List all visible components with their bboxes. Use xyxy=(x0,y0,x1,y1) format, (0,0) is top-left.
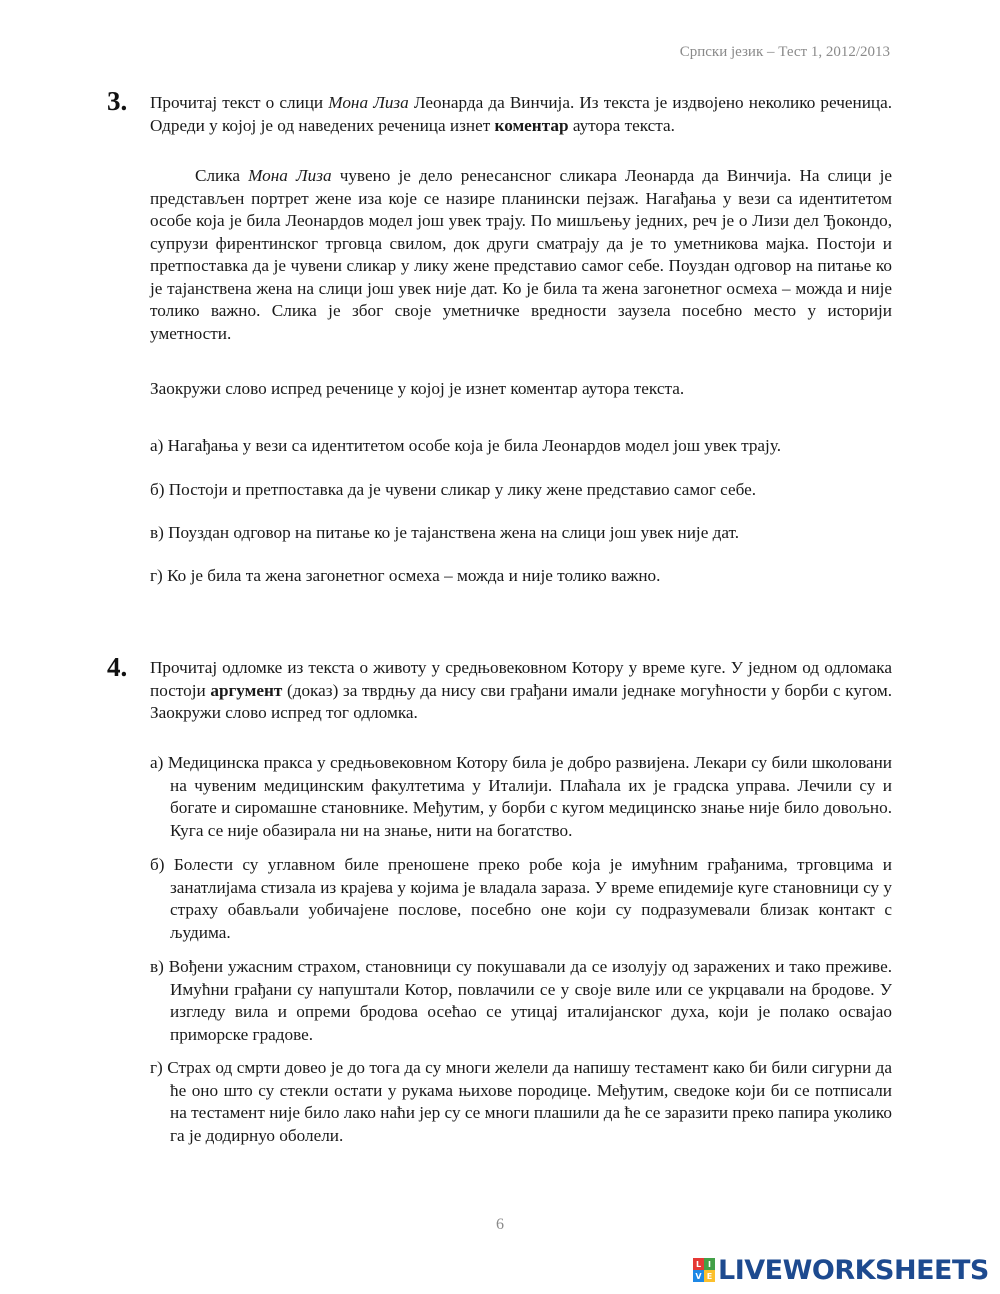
liveworksheets-logo[interactable] xyxy=(693,1254,989,1286)
liveworksheets-logo-text: LIVEWORKSHEETS xyxy=(718,1254,989,1286)
logo-icon-letter-v: V xyxy=(693,1270,704,1282)
q3-option-b[interactable]: б) Постоји и претпоставка да је чувени сликар у лику жене представио самог себе. xyxy=(150,480,757,499)
liveworksheets-logo-icon xyxy=(693,1258,715,1282)
question-4-instruction xyxy=(150,657,892,725)
q4-option-b[interactable]: б) Болести су углавном биле преношене преко робе која је имућним грађанима, трговцима и занатлијама стизала из крајева у којима је владала зараза. У време епидемије куге становници су у страху обављали уобичајене послове, посебно оне који су подразумевали близак контакт с људима. xyxy=(150,855,892,942)
page-number: 6 xyxy=(496,1216,504,1233)
q3-instruction-bold: коментар xyxy=(494,115,569,135)
q3-instruction-title: Мона Лиза xyxy=(328,93,409,112)
running-header: Српски језик – Тест 1, 2012/2013 xyxy=(679,44,890,60)
q4-option-a[interactable]: а) Медицинска пракса у средњовековном Котору била је добро развијена. Лекари су били школовани на чувеним медицинским факултетима у Италији. Плаћала их је градска управа. Лечили су и богате и сиромашне становнике. Међутим, у борби с кугом медицинско знање није било довољно. Куга се није обазирала ни на знање, нити на богатство. xyxy=(150,753,892,840)
question-3-passage xyxy=(150,165,892,345)
q4-instruction-bold: аргумент xyxy=(210,680,283,700)
q4-option-v[interactable]: в) Вођени ужасним страхом, становници су покушавали да се изолују од заражених и тако преживе. Имућни грађани су напуштали Котор, повлачили се у своје виле или се укрцавали на бродове. У изгледу вила и опреми бродова осећао се утицај италијанског духа, који је полако освајао приморске градове. xyxy=(150,957,892,1044)
q4-instruction-part1: Прочитај одломке из текста о животу у средњовековном Котору у време куге. У једном од одломака постоји xyxy=(150,658,892,700)
question-4-number: 4. xyxy=(107,652,128,682)
question-3-task: Заокружи слово испред реченице у којој је изнет коментар аутора текста. xyxy=(150,379,685,398)
q3-option-g[interactable]: г) Ко је била та жена загонетног осмеха – можда и није толико важно. xyxy=(150,566,661,585)
q3-passage-part2: чувено је дело ренесансног сликара Леонарда да Винчија. На слици је представљен портрет жене иза које се назире планински пејзаж. Нагађања у вези са идентитетом особе која је била Леонардов модел још увек трају. По мишљењу једних, реч је о Лизи дел Ђокондо, супрузи фирентинског трговца свилом, док други сматрају да је то уметникова мајка. Постоји и претпоставка да је чувени сликар у лику жене представио самог себе. Поуздан одговор на питање ко је тајанствена жена на слици још увек није дат. Ко је била та жена загонетног осмеха – можда и није толико важно. Слика је због своје уметничке вредности заузела посебно место у историји уметности. xyxy=(150,166,892,343)
q3-passage-part1: Слика xyxy=(195,166,249,185)
logo-icon-letter-l: L xyxy=(693,1258,704,1270)
q4-option-g[interactable]: г) Страх од смрти довео је до тога да су многи желели да напишу тестамент како би били сигурни да ће оно што су стекли остати у рукама њихове породице. Међутим, сведоке који би се потписали на тестамент није било лако наћи јер су се многи плашили да ће се заразити преко папира уколико га је додирнуо оболели. xyxy=(150,1058,892,1145)
logo-icon-letter-i: I xyxy=(704,1258,715,1270)
question-3-instruction xyxy=(150,92,892,137)
q3-instruction-part1: Прочитај текст о слици xyxy=(150,93,329,112)
q3-instruction-part2: Леонарда да Винчија. Из текста је издвојено неколико реченица. Одреди у којој је од наведених реченица изнет xyxy=(150,93,893,135)
logo-icon-letter-e: E xyxy=(704,1270,715,1282)
q3-instruction-part3: аутора текста. xyxy=(568,115,675,135)
q3-option-v[interactable]: в) Поуздан одговор на питање ко је тајанствена жена на слици још увек није дат. xyxy=(150,523,740,542)
question-3-number: 3. xyxy=(107,86,128,116)
q4-instruction-part2: (доказ) за тврдњу да нису сви грађани имали једнаке могућности у борби с кугом. Заокружи слово испред тог одломка. xyxy=(150,680,892,722)
q3-option-a[interactable]: а) Нагађања у вези са идентитетом особе која је била Леонардов модел још увек трају. xyxy=(150,436,781,455)
q3-passage-title: Мона Лиза xyxy=(248,166,332,185)
